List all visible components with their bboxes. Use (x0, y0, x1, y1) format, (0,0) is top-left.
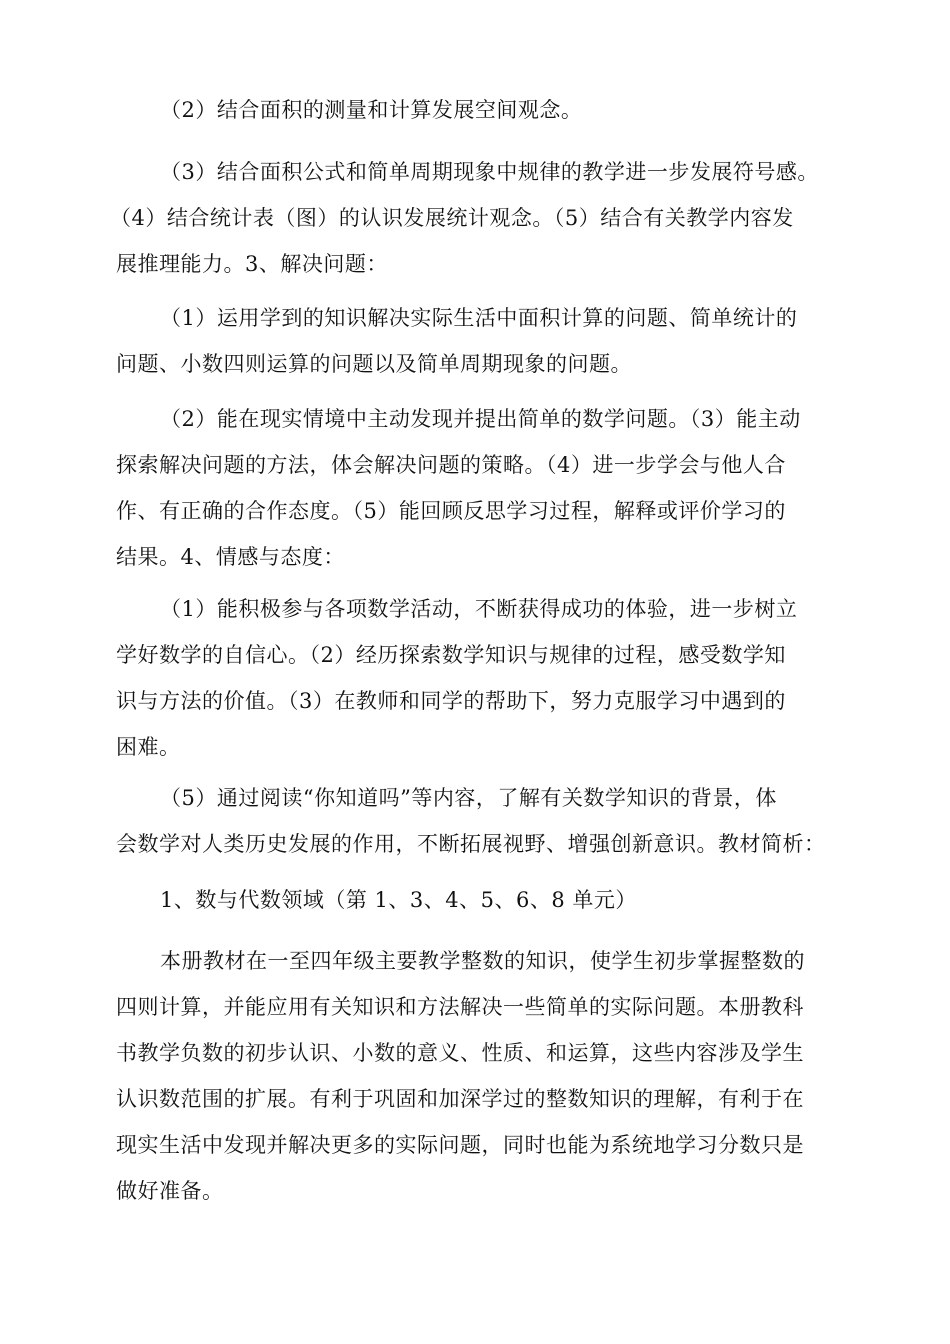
paragraph-textbook-analysis (116, 938, 844, 1214)
text-line: 认识数范围的扩展。有利于巩固和加深学过的整数知识的理解，有利于在 (116, 1087, 804, 1111)
text-line: （4）结合统计表（图）的认识发展统计观念。（5）结合有关教学内容发 (110, 206, 794, 230)
paragraph-heading-number-algebra (116, 877, 844, 923)
text-line: 四则计算，并能应用有关知识和方法解决一些简单的实际问题。本册教科 (116, 995, 804, 1019)
text-line: 书教学负数的初步认识、小数的意义、性质、和运算，这些内容涉及学生 (116, 1041, 804, 1065)
text-line: （2）结合面积的测量和计算发展空间观念。 (160, 98, 583, 122)
text-line: 作、有正确的合作态度。（5）能回顾反思学习过程，解释或评价学习的 (116, 499, 786, 523)
text-line: （1）运用学到的知识解决实际生活中面积计算的问题、简单统计的 (160, 306, 798, 330)
text-line: 问题、小数四则运算的问题以及简单周期现象的问题。 (116, 352, 632, 376)
text-line: 识与方法的价值。（3）在教师和同学的帮助下，努力克服学习中遇到的 (116, 689, 786, 713)
text-line: 展推理能力。3、解决问题： (116, 252, 388, 276)
text-line: 学好数学的自信心。（2）经历探索数学知识与规律的过程，感受数学知 (116, 643, 786, 667)
text-line: 1、数与代数领域（第 1、3、4、5、6、8 单元） (160, 888, 637, 912)
paragraph-reading (116, 775, 844, 867)
text-line: 本册教材在一至四年级主要教学整数的知识，使学生初步掌握整数的 (160, 949, 805, 973)
text-line: 现实生活中发现并解决更多的实际问题，同时也能为系统地学习分数只是 (116, 1133, 804, 1157)
text-line: 结果。4、情感与态度： (116, 545, 345, 569)
text-line: 探索解决问题的方法，体会解决问题的策略。（4）进一步学会与他人合 (116, 453, 786, 477)
text-line: （1）能积极参与各项数学活动，不断获得成功的体验，进一步树立 (160, 597, 798, 621)
text-line: （5）通过阅读“你知道吗”等内容，了解有关数学知识的背景，体 (160, 786, 777, 810)
text-line: 会数学对人类历史发展的作用，不断拓展视野、增强创新意识。教材简析： (116, 832, 826, 856)
text-line: （2）能在现实情境中主动发现并提出简单的数学问题。（3）能主动 (160, 407, 801, 431)
paragraph-spatial-concept (116, 87, 844, 133)
text-line: （3）结合面积公式和简单周期现象中规律的教学进一步发展符号感。 (160, 160, 819, 184)
paragraph-symbol-sense (110, 149, 844, 287)
paragraph-attitude (116, 586, 844, 770)
paragraph-solve-problems-2 (116, 396, 844, 580)
text-line: 做好准备。 (116, 1179, 224, 1203)
paragraph-solve-problems-1 (116, 295, 844, 387)
text-line: 困难。 (116, 735, 181, 759)
